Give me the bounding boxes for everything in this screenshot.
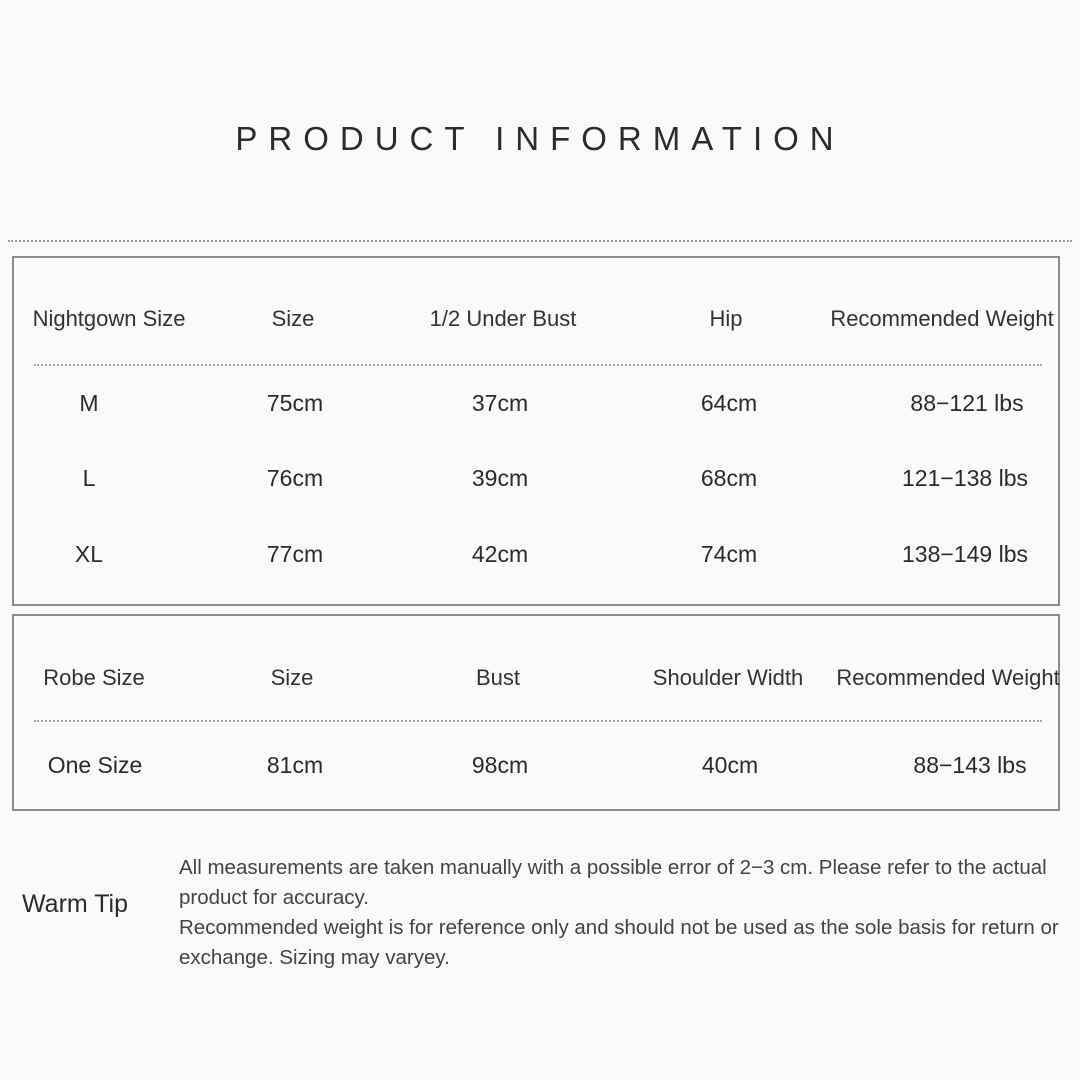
table-cell: 77cm bbox=[266, 541, 324, 567]
warm-tip-text bbox=[179, 853, 1069, 973]
table-row-xl-size: XL bbox=[74, 541, 104, 567]
warm-tip-line-2: Recommended weight is for reference only and should not be used as the sole basis for return or exchange. Sizing may varyey. bbox=[179, 916, 1059, 969]
header-size: Size bbox=[270, 665, 314, 690]
table-cell: 121−138 lbs bbox=[902, 465, 1028, 491]
table-cell: 138−149 lbs bbox=[902, 541, 1028, 567]
table-cell: 76cm bbox=[266, 465, 324, 491]
table-cell: 37cm bbox=[471, 390, 529, 416]
table-cell: 81cm bbox=[266, 752, 324, 778]
header-bust: Bust bbox=[475, 665, 521, 690]
warm-tip-line-1: All measurements are taken manually with a possible error of 2−3 cm. Please refer to the actual product for accuracy. bbox=[179, 856, 1047, 909]
header-robe-size: Robe Size bbox=[43, 665, 145, 690]
header-under-bust: 1/2 Under Bust bbox=[429, 306, 577, 331]
header-separator bbox=[34, 720, 1042, 722]
table-row-m-size: M bbox=[79, 390, 99, 416]
page-title: PRODUCT INFORMATION bbox=[235, 120, 845, 157]
table-cell: 88−121 lbs bbox=[910, 390, 1024, 416]
table-cell: 68cm bbox=[700, 465, 758, 491]
table-cell: 74cm bbox=[700, 541, 758, 567]
header-recommended-weight: Recommended Weight bbox=[830, 306, 1054, 331]
header-nightgown-size: Nightgown Size bbox=[32, 306, 186, 331]
header-separator bbox=[34, 364, 1042, 366]
header-hip: Hip bbox=[709, 306, 743, 331]
robe-size-table bbox=[12, 614, 1060, 811]
table-cell: 42cm bbox=[471, 541, 529, 567]
header-shoulder-width: Shoulder Width bbox=[652, 665, 804, 690]
warm-tip-label: Warm Tip bbox=[22, 890, 129, 918]
table-cell: 64cm bbox=[700, 390, 758, 416]
table-cell: 40cm bbox=[701, 752, 759, 778]
table-cell: 88−143 lbs bbox=[913, 752, 1027, 778]
nightgown-size-table bbox=[12, 256, 1060, 606]
table-cell: 75cm bbox=[266, 390, 324, 416]
top-divider bbox=[8, 240, 1072, 242]
table-cell: 98cm bbox=[471, 752, 529, 778]
table-cell: 39cm bbox=[471, 465, 529, 491]
header-recommended-weight: Recommended Weight bbox=[836, 665, 1060, 690]
table-row-l-size: L bbox=[82, 465, 96, 491]
table-row-one-size: One Size bbox=[47, 752, 143, 778]
header-size: Size bbox=[271, 306, 315, 331]
